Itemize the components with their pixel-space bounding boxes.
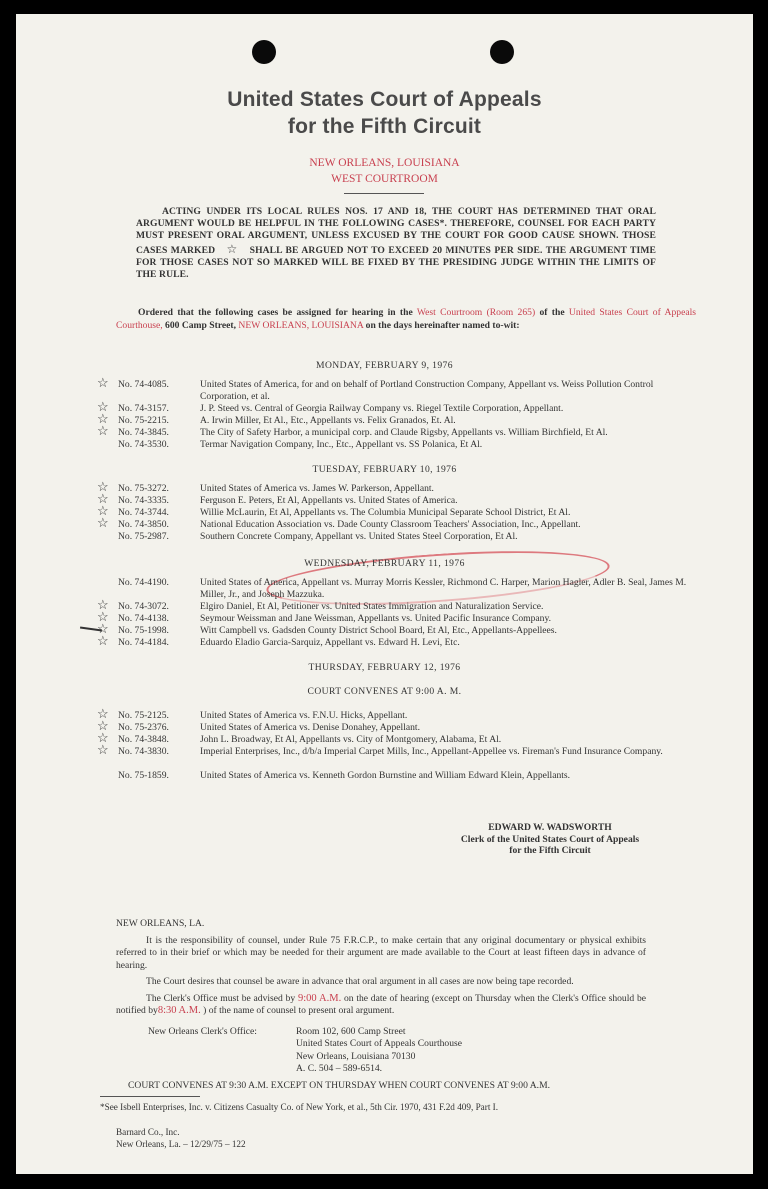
star-icon: ☆ <box>97 730 109 745</box>
star-icon: ☆ <box>226 241 239 256</box>
star-icon: ☆ <box>97 718 109 733</box>
exhibits-paragraph: It is the responsibility of counsel, under Rule 75 F.R.C.P., to make certain that any original documentary or physical exhibits referred to in their brief or which may be needed for their argument are made available to the Court at least fifteen days in advance of hearing. <box>116 935 646 971</box>
clerk-notice-paragraph: The Clerk's Office must be advised by 9:00 A.M. on the date of hearing (except on Thursday when the Clerk's Office should be notified by8:30 A.M. ) of the name of counsel to present oral argument. <box>116 993 646 1017</box>
place-label: NEW ORLEANS, LA. <box>116 918 205 929</box>
day-heading-wednesday: WEDNESDAY, FEBRUARY 11, 1976 <box>304 558 465 569</box>
footnote: *See Isbell Enterprises, Inc. v. Citizens Casualty Co. of New York, et al., 5th Cir. 1970, 431 F.2d 409, Part I. <box>100 1102 499 1112</box>
courtroom: WEST COURTROOM <box>331 173 438 185</box>
star-icon: ☆ <box>97 479 109 494</box>
tape-recording-paragraph: The Court desires that counsel be aware in advance that oral argument in all cases are now being tape recorded. <box>146 976 574 987</box>
day-heading-tuesday: TUESDAY, FEBRUARY 10, 1976 <box>312 464 457 475</box>
page-title <box>16 86 753 140</box>
notice-paragraph: ACTING UNDER ITS LOCAL RULES NOS. 17 AND 18, THE COURT HAS DETERMINED THAT ORAL ARGUMENT WOULD BE HELPFUL IN THE FOLLOWING CASES*. THEREFORE, COUNSEL FOR EACH PARTY MUST PRESENT ORAL ARGUMENT, UNLESS EXCUSED BY THE COURT FOR GOOD CAUSE SHOWN. THOSE CASES MARKED ☆ SHALL BE ARGUED NOT TO EXCEED 20 MINUTES PER SIDE. THE ARGUMENT TIME FOR THOSE CASES NOT SO MARKED WILL BE FIXED BY THE PRESIDING JUDGE WITHIN THE LIMITS OF THE RULE. <box>136 206 657 281</box>
star-icon: ☆ <box>97 597 109 612</box>
title-line-1: United States Court of Appeals <box>227 88 542 111</box>
star-icon: ☆ <box>97 621 109 636</box>
star-icon: ☆ <box>97 515 109 530</box>
star-icon: ☆ <box>97 411 109 426</box>
star-icon: ☆ <box>97 609 109 624</box>
clerk-office-address: Room 102, 600 Camp Street United States Court of Appeals Courthouse New Orleans, Louisiana 70130 A. C. 504 – 589-6514. <box>296 1026 463 1075</box>
clerk-office-label: New Orleans Clerk's Office: <box>148 1026 257 1037</box>
order-paragraph: Ordered that the following cases be assigned for hearing in the West Courtroom (Room 265) of the United States Court of Appeals Courthouse, 600 Camp Street, NEW ORLEANS, LOUISIANA on the days hereinafter named to-wit: <box>116 307 696 331</box>
star-icon: ☆ <box>97 706 109 721</box>
document-page: United States Court of Appeals for the Fifth Circuit NEW ORLEANS, LOUISIANA WEST COURTROOM ACTING UNDER ITS LOCAL RULES NOS. 17 AND 18, THE COURT HAS DETERMINED THAT ORAL ARGUMENT WOULD BE HELPFUL IN THE FOLLOWING CASES*. THEREFORE, COUNSEL FOR EACH PARTY MUST PRESENT ORAL ARGUMENT, UNLESS EXCUSED BY THE COURT FOR GOOD CAUSE SHOWN. THOSE CASES MARKED ☆ SHALL BE ARGUED NOT TO EXCEED 20 MINUTES PER SIDE. THE ARGUMENT TIME FOR THOSE CASES NOT SO MARKED WILL BE FIXED BY THE PRESIDING JUDGE WITHIN THE LIMITS OF THE RULE. Ordered that the following cases be assigned for hearing in the West Courtroom (Room 265) of the United States Court of Appeals Courthouse, 600 Camp Street, NEW ORLEANS, LOUISIANA on the days hereinafter named to-wit: MONDAY, FEBRUARY 9, 1976 ☆ No. 74-4085. United States of America, for and on behalf of Portland Construction Company, Appellant vs. Weiss Pollution Control Corporation, et al. ☆ No. 74-3157. J. P. Steed vs. Central of Georgia Railway Company vs. Riegel Textile Corporation, Appellant. ☆ No. 75-2215. A. Irwin Miller, Et Al., Etc., Appellants vs. Felix Granados, Et. Al. ☆ No. 74-3845. The City of Safety Harbor, a municipal corp. and Claude Rigsby, Appellants vs. William Birchfield, Et Al. No. 74-3530. Termar Navigation Company, Inc., Etc., Appellant vs. SS Polanica, Et Al. TUESDAY, FEBRUARY 10, 1976 ☆ No. 75-3272. United States of America vs. James W. Parkerson, Appellant. ☆ No. 74-3335. Ferguson E. Peters, Et Al, Appellants vs. United States of America. ☆ No. 74-3744. Willie McLaurin, Et Al, Appellants vs. The Columbia Municipal Separate School District, Et Al. ☆ No. 74-3850. National Education Association vs. Dade County Classroom Teachers' Association, Inc., Appellant. No. 75-2987. Southern Concrete Company, Appellant vs. United States Steel Corporation, Et Al. WEDNESDAY, FEBRUARY 11, 1976 No. 74-4190. United States of America, Appellant vs. Murray Morris Kessler, Richmond C. Harper, Marion Hagler, Adler B. Seal, James M. Miller, Jr., and Joseph Mazzuka. ☆ No. 74-3072. Elgiro Daniel, Et Al, Petitioner vs. United States Immigration and Naturalization Service. ☆ No. 74-4138. Seymour Weissman and Jane Weissman, Appellants vs. United Pacific Insurance Company. ☆ No. 75-1998. Witt Campbell vs. Gadsden County District School Board, Et Al, Etc., Appellants-Appellees. ☆ No. 74-4184. Eduardo Eladio Garcia-Sarquiz, Appellant vs. Edward H. Levi, Etc. THURSDAY, FEBRUARY 12, 1976 COURT CONVENES AT 9:00 A. M. ☆ No. 75-2125. United States of America vs. F.N.U. Hicks, Appellant. ☆ No. 75-2376. United States of America vs. Denise Donahey, Appellant. ☆ No. 74-3848. John L. Broadway, Et Al, Appellants vs. City of Montgomery, Alabama, Et Al. ☆ No. 74-3830. Imperial Enterprises, Inc., d/b/a Imperial Carpet Mills, Inc., Appellant-Appellee vs. Fireman's Fund Insurance Company. No. 75-1859. United States of America vs. Kenneth Gordon Burnstine and William Edward Klein, Appellants. EDWARD W. WADSWORTH Clerk of the United States Court of Appeals for the Fifth Circuit NEW ORLEANS, LA. It is the responsibility of counsel, under Rule 75 F.R.C.P., to make certain that any original documentary or physical exhibits referred to in their brief or which may be needed for their argument are made available to the Court at least fifteen days in advance of hearing. The Court desires that counsel be aware in advance that oral argument in all cases are now being tape recorded. The Clerk's Office must be advised by 9:00 A.M. on the date of hearing (except on Thursday when the Clerk's Office should be notified by8:30 A.M. ) of the name of counsel to present oral argument. New Orleans Clerk's Office: Room 102, 600 Camp Street United States Court of Appeals Courthouse New Orleans, Louisiana 70130 A. C. 504 – 589-6514. COURT CONVENES AT 9:30 A.M. EXCEPT ON THURSDAY WHEN COURT CONVENES AT 9:00 A.M. *See Isbell Enterprises, Inc. v. Citizens Casualty Co. of New York, et al., 5th Cir. 1970, 431 F.2d 409, Part I. Barnard Co., Inc. New Orleans, La. – 12/29/75 – 122 <box>16 14 753 1174</box>
star-icon: ☆ <box>97 742 109 757</box>
punch-hole-left <box>252 40 276 64</box>
title-line-2: for the Fifth Circuit <box>287 115 482 138</box>
punch-hole-right <box>490 40 514 64</box>
star-icon: ☆ <box>97 375 109 390</box>
star-icon: ☆ <box>97 399 109 414</box>
star-icon: ☆ <box>97 491 109 506</box>
printer-info: Barnard Co., Inc. New Orleans, La. – 12/29/75 – 122 <box>116 1127 246 1149</box>
thursday-convene-note: COURT CONVENES AT 9:00 A. M. <box>307 686 462 697</box>
day-heading-monday: MONDAY, FEBRUARY 9, 1976 <box>316 360 453 371</box>
divider <box>344 193 424 194</box>
convenes-notice: COURT CONVENES AT 9:30 A.M. EXCEPT ON THURSDAY WHEN COURT CONVENES AT 9:00 A.M. <box>128 1080 551 1091</box>
star-icon: ☆ <box>97 633 109 648</box>
signature-block: EDWARD W. WADSWORTH Clerk of the United States Court of Appeals for the Fifth Circuit <box>460 822 640 857</box>
footnote-divider <box>100 1096 200 1097</box>
star-icon: ☆ <box>97 503 109 518</box>
location: NEW ORLEANS, LOUISIANA <box>309 157 460 169</box>
day-heading-thursday: THURSDAY, FEBRUARY 12, 1976 <box>308 662 461 673</box>
star-icon: ☆ <box>97 423 109 438</box>
